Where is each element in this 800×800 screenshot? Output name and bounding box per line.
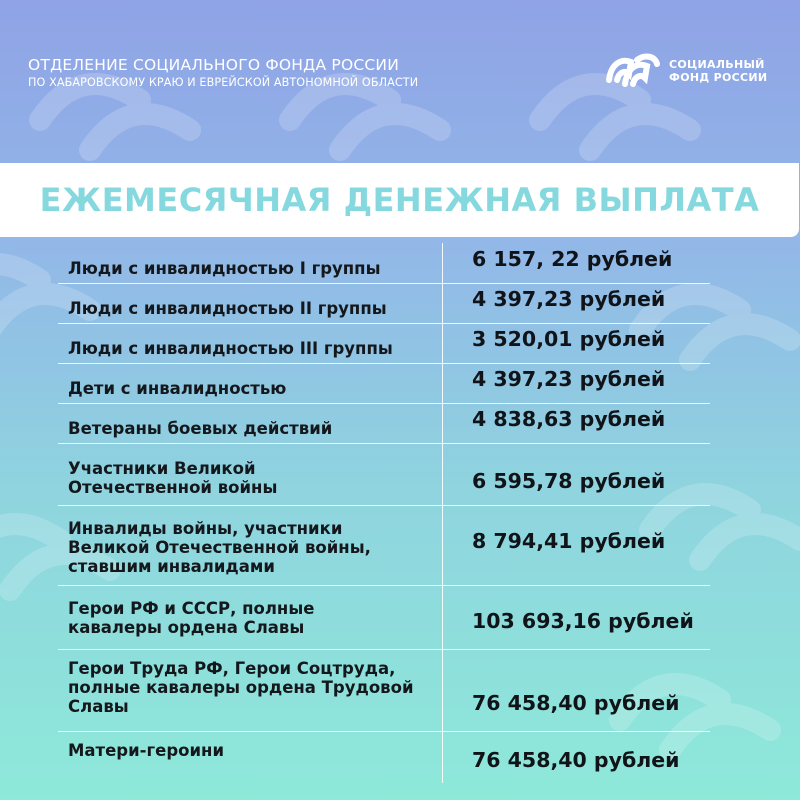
title-banner — [0, 163, 799, 237]
amount-cell: 6 157, 22 рублей — [472, 247, 673, 271]
table-row — [58, 731, 710, 783]
amount-cell: 4 838,63 рублей — [472, 407, 666, 431]
logo-line1: СОЦИАЛЬНЫЙ — [669, 58, 765, 71]
amount-cell: 4 397,23 рублей — [472, 367, 666, 391]
category-cell: Люди с инвалидностью II группы — [68, 299, 387, 318]
table-row — [58, 585, 710, 650]
amount-cell: 6 595,78 рублей — [472, 469, 666, 493]
org-name: ОТДЕЛЕНИЕ СОЦИАЛЬНОГО ФОНДА РОССИИ — [28, 56, 399, 74]
category-cell: Участники Великой Отечественной войны — [68, 459, 278, 497]
category-cell: Матери-героини — [68, 741, 225, 760]
table-row — [58, 403, 710, 444]
org-region: ПО ХАБАРОВСКОМУ КРАЮ И ЕВРЕЙСКОЙ АВТОНОМНОЙ ОБЛАСТИ — [28, 76, 419, 89]
category-cell: Люди с инвалидностью III группы — [68, 339, 393, 358]
org-header — [28, 56, 418, 89]
amount-cell: 76 458,40 рублей — [472, 691, 680, 715]
table-row — [58, 649, 710, 732]
category-cell: Герои Труда РФ, Герои Соцтруда, полные кавалеры ордена Трудовой Славы — [68, 659, 414, 716]
logo-line2: ФОНД РОССИИ — [669, 71, 768, 84]
page-title: ЕЖЕМЕСЯЧНАЯ ДЕНЕЖНАЯ ВЫПЛАТА — [39, 181, 760, 219]
table-row — [58, 505, 710, 586]
table-row — [58, 443, 710, 506]
category-cell: Инвалиды войны, участники Великой Отечественной войны, ставшим инвалидами — [68, 519, 371, 576]
logo-text — [669, 58, 767, 84]
table-row — [58, 283, 710, 324]
sfr-logo-icon — [603, 50, 661, 92]
amount-cell: 103 693,16 рублей — [472, 609, 694, 633]
category-cell: Ветераны боевых действий — [68, 419, 333, 438]
table-row — [58, 363, 710, 404]
table-row — [58, 243, 710, 284]
table-row — [58, 323, 710, 364]
amount-cell: 8 794,41 рублей — [472, 529, 666, 553]
amount-cell: 76 458,40 рублей — [472, 748, 680, 772]
category-cell: Герои РФ и СССР, полные кавалеры ордена Славы — [68, 599, 315, 637]
amount-cell: 3 520,01 рублей — [472, 327, 666, 351]
category-cell: Люди с инвалидностью I группы — [68, 259, 381, 278]
sfr-logo — [603, 50, 767, 92]
amount-cell: 4 397,23 рублей — [472, 287, 666, 311]
category-cell: Дети с инвалидностью — [68, 379, 287, 398]
